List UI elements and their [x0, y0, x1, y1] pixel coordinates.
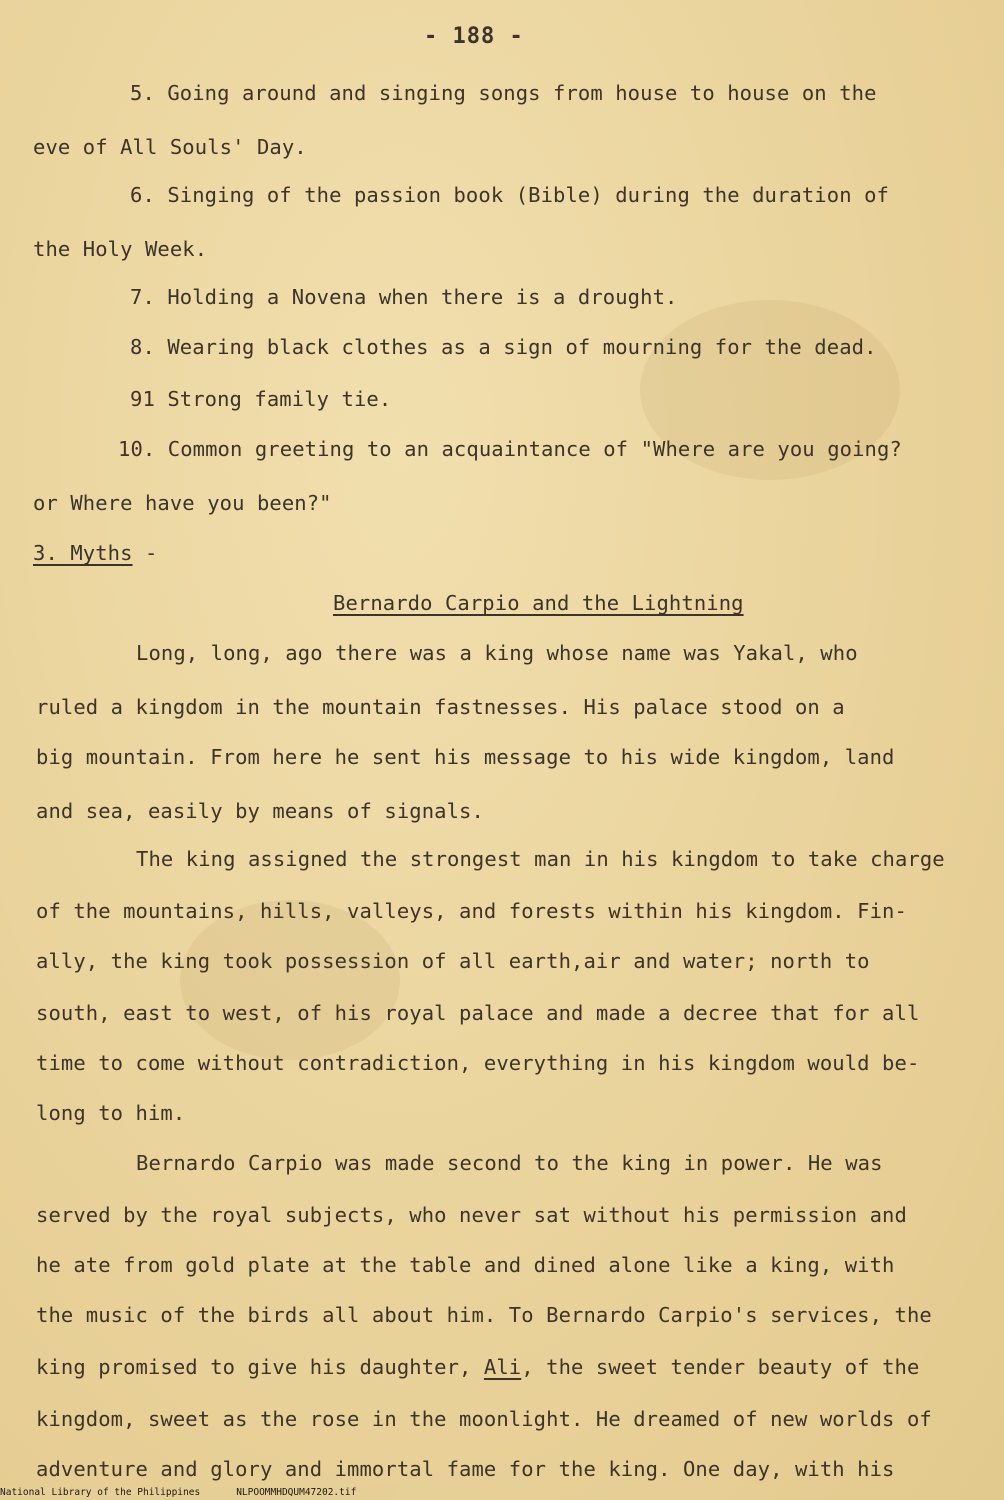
paragraph-2-line: ally, the king took possession of all earth,air and water; north to	[36, 949, 870, 973]
list-item-5-line2: eve of All Souls' Day.	[33, 135, 307, 159]
list-item-5-line1: 5. Going around and singing songs from house to house on the	[130, 81, 877, 105]
paper-stain	[180, 900, 400, 1060]
section-heading	[33, 540, 157, 566]
list-item-9: 91 Strong family tie.	[130, 387, 392, 411]
story-title: Bernardo Carpio and the Lightning	[333, 591, 744, 615]
paragraph-1-line: ruled a kingdom in the mountain fastnesses. His palace stood on a	[36, 695, 845, 719]
paragraph-3-line: the music of the birds all about him. To Bernardo Carpio's services, the	[36, 1303, 932, 1327]
paragraph-2-line: The king assigned the strongest man in his kingdom to take charge	[136, 847, 945, 871]
list-item-6-line2: the Holy Week.	[33, 237, 208, 261]
list-item-8: 8. Wearing black clothes as a sign of mourning for the dead.	[130, 335, 877, 359]
scan-footer	[0, 1487, 396, 1498]
paragraph-3-line: kingdom, sweet as the rose in the moonlight. He dreamed of new worlds of	[36, 1407, 932, 1431]
list-item-6-line1: 6. Singing of the passion book (Bible) during the duration of	[130, 183, 889, 207]
daughter-name: Ali	[483, 1355, 522, 1379]
section-heading-dash: -	[132, 541, 158, 565]
list-item-7: 7. Holding a Novena when there is a drought.	[130, 285, 678, 309]
paragraph-3-line: served by the royal subjects, who never sat without his permission and	[36, 1203, 907, 1227]
library-name: National Library of the Philippines	[0, 1487, 201, 1498]
paragraph-3-line	[36, 1354, 919, 1380]
paragraph-3-line: Bernardo Carpio was made second to the king in power. He was	[136, 1151, 883, 1175]
text-span: king promised to give his daughter,	[36, 1355, 484, 1379]
paragraph-3-line: he ate from gold plate at the table and dined alone like a king, with	[36, 1253, 895, 1277]
paragraph-3-line: adventure and glory and immortal fame for the king. One day, with his	[36, 1457, 895, 1481]
paragraph-2-line: of the mountains, hills, valleys, and forests within his kingdom. Fin-	[36, 899, 907, 923]
list-item-10-line1: 10. Common greeting to an acquaintance of "Where are you going?	[118, 437, 902, 461]
section-heading-label: 3. Myths	[33, 541, 133, 565]
text-span: , the sweet tender beauty of the	[521, 1355, 920, 1379]
paragraph-1-line: Long, long, ago there was a king whose name was Yakal, who	[136, 641, 858, 665]
paragraph-1-line: and sea, easily by means of signals.	[36, 799, 484, 823]
paragraph-2-line: south, east to west, of his royal palace and made a decree that for all	[36, 1001, 920, 1025]
paragraph-2-line: long to him.	[36, 1101, 186, 1125]
page-number: - 188 -	[424, 24, 524, 49]
paragraph-1-line: big mountain. From here he sent his message to his wide kingdom, land	[36, 745, 895, 769]
paragraph-2-line: time to come without contradiction, everything in his kingdom would be-	[36, 1051, 920, 1075]
list-item-10-line2: or Where have you been?"	[33, 491, 332, 515]
file-name: NLPOOMMHDQUM47202.tif	[236, 1487, 357, 1498]
